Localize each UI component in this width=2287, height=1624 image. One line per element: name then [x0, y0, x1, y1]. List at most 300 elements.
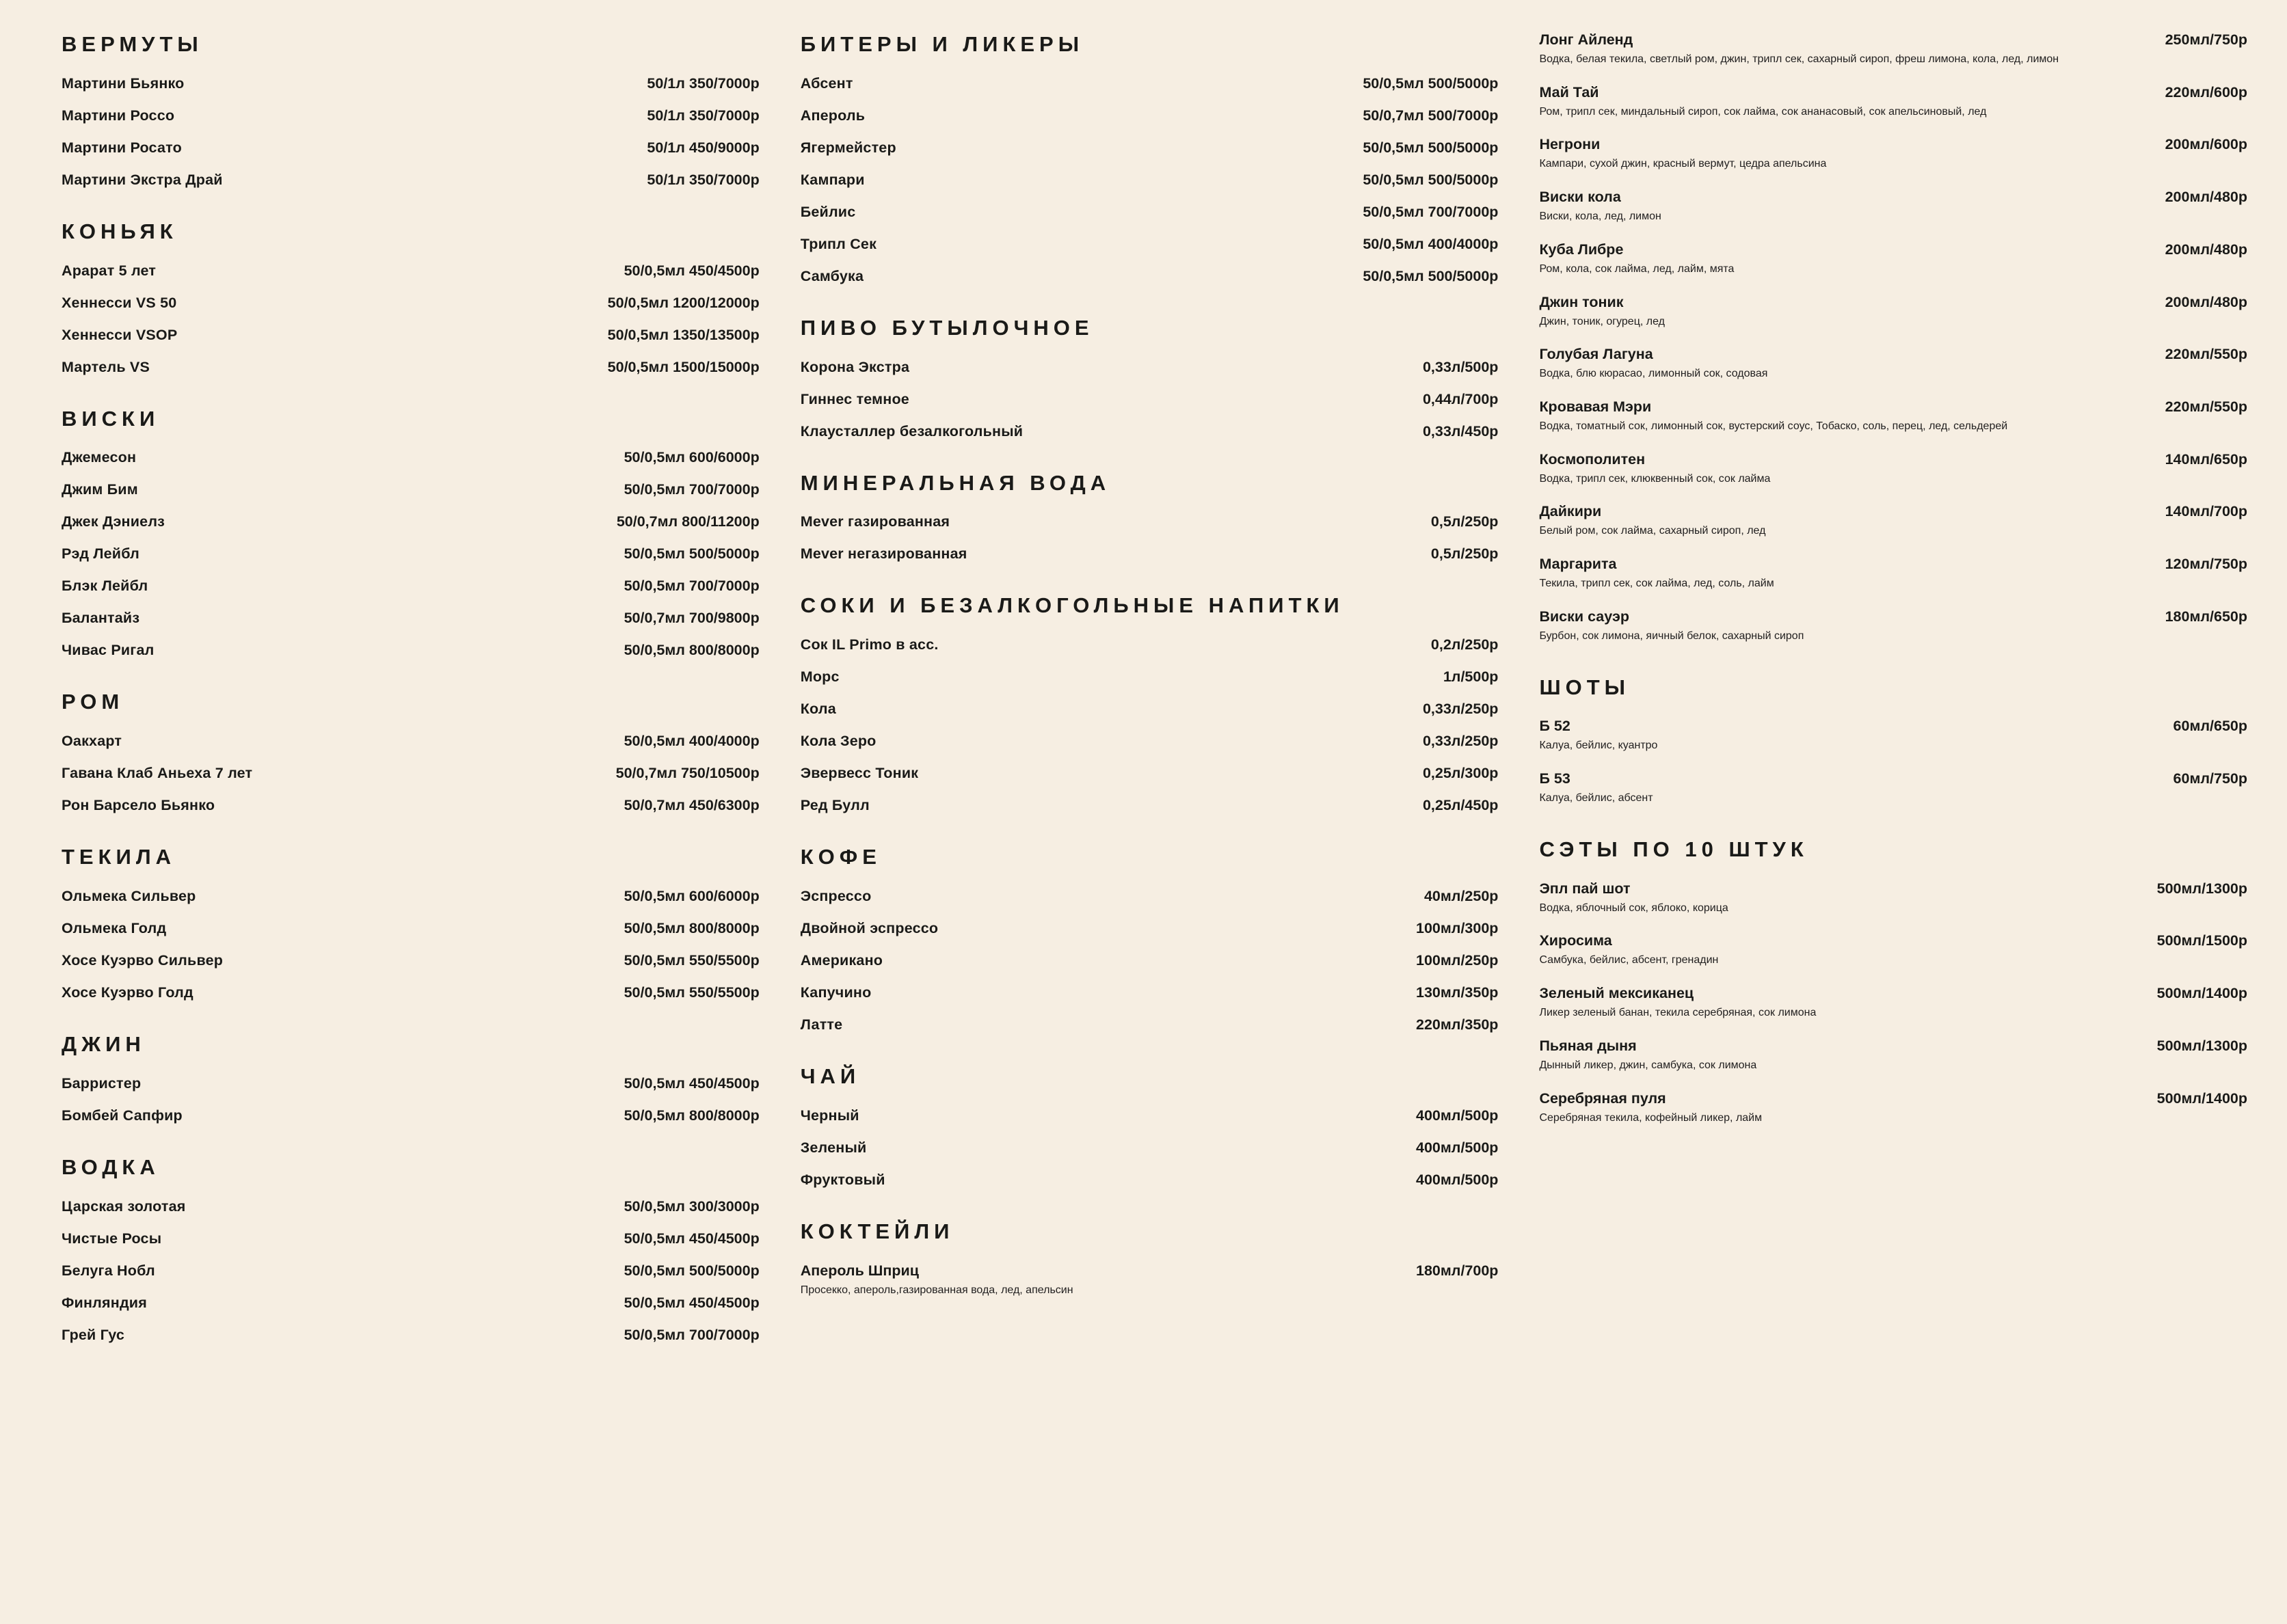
menu-item: [62, 327, 760, 344]
menu-item: [1539, 932, 2247, 969]
menu-item-price: 500мл/1300р: [2156, 1037, 2248, 1054]
menu-item-name: Виски кола: [1539, 189, 1621, 206]
menu-item-description: Кампари, сухой джин, красный вермут, цедра апельсина: [1539, 158, 1827, 170]
menu-item-name: Хосе Куэрво Сильвер: [62, 952, 224, 969]
menu-item: [801, 1139, 1499, 1156]
menu-item: [1539, 556, 2247, 592]
menu-item-description: Калуа, бейлис, абсент: [1539, 792, 1653, 804]
menu-section: [801, 1064, 1499, 1189]
menu-item-name: Ягермейстер: [800, 139, 896, 156]
menu-item-price: 500мл/1400р: [2156, 985, 2248, 1002]
menu-item-row: [1539, 770, 2247, 787]
menu-item-price: 180мл/650р: [2165, 608, 2248, 625]
menu-item-description: Серебряная текила, кофейный ликер, лайм: [1539, 1111, 1763, 1124]
menu-item-name: Клаусталлер безалкогольный: [800, 422, 1024, 439]
menu-section: [801, 470, 1499, 563]
menu-item-name: Рон Барсело Бьянко: [62, 797, 215, 814]
menu-item-price: 50/0,5мл 800/8000р: [624, 920, 760, 937]
menu-item-price: 180мл/700р: [1416, 1262, 1499, 1279]
menu-item-price: 50/0,5мл 500/5000р: [1363, 139, 1499, 156]
menu-item-price: 0,25л/300р: [1422, 765, 1499, 782]
menu-item: [62, 1230, 760, 1247]
menu-item: [62, 733, 760, 750]
menu-section: [62, 689, 760, 814]
menu-item: [62, 797, 760, 814]
menu-item-description: Ром, кола, сок лайма, лед, лайм, мята: [1539, 262, 1735, 275]
menu-item: [801, 545, 1499, 563]
menu-item-price: 200мл/480р: [2165, 241, 2248, 258]
menu-item: [801, 888, 1499, 905]
menu-item-name: Самбука: [800, 267, 864, 284]
menu-section: [62, 219, 760, 376]
menu-item-name: Гиннес темное: [800, 390, 909, 407]
menu-item-price: 50/1л 350/7000р: [647, 171, 760, 188]
menu-item: [62, 295, 760, 312]
menu-item-name: Ред Булл: [800, 797, 870, 814]
menu-item-name: Финляндия: [62, 1294, 147, 1311]
menu-item-name: Ольмека Сильвер: [62, 888, 196, 905]
menu-item: [801, 204, 1499, 221]
menu-item-name: Абсент: [800, 75, 853, 92]
menu-item: [62, 513, 760, 530]
menu-section: [62, 1154, 760, 1344]
menu-item-description: Водка, яблочный сок, яблоко, корица: [1539, 902, 1728, 914]
menu-item-price: 50/0,5мл 500/5000р: [1363, 75, 1499, 92]
menu-item-row: [1539, 294, 2247, 311]
menu-item: [62, 610, 760, 627]
menu-item-row: [1539, 136, 2247, 153]
menu-item: [801, 733, 1499, 750]
menu-section: [801, 844, 1499, 1033]
menu-item-price: 60мл/750р: [2173, 770, 2248, 787]
menu-item: [801, 984, 1499, 1001]
menu-item-name: Апероль Шприц: [800, 1262, 919, 1279]
menu-item-description: Водка, трипл сек, клюквенный сок, сок лайма: [1539, 472, 1771, 485]
menu-item-name: Рэд Лейбл: [62, 545, 140, 563]
menu-item-description: Текила, трипл сек, сок лайма, лед, соль, лайм: [1539, 578, 1774, 590]
menu-item-price: 50/0,5мл 600/6000р: [624, 888, 760, 905]
menu-item-row: [1539, 84, 2247, 101]
menu-item-price: 140мл/650р: [2165, 450, 2248, 468]
menu-item-price: 50/0,5мл 500/5000р: [624, 1262, 760, 1279]
menu-item-name: Бомбей Сапфир: [62, 1107, 183, 1124]
menu-item-price: 50/0,7мл 450/6300р: [624, 797, 760, 814]
menu-item: [1539, 398, 2247, 435]
menu-item: [801, 920, 1499, 937]
section-title: КОФЕ: [800, 845, 881, 869]
menu-item-description: Ром, трипл сек, миндальный сироп, сок лайма, сок ананасовый, сок апельсиновый, лед: [1539, 105, 1987, 118]
menu-item-row: [801, 1262, 1499, 1280]
menu-column-1: [62, 31, 801, 1603]
menu-item: [801, 107, 1499, 124]
menu-item-name: Белуга Нобл: [62, 1262, 155, 1279]
menu-item-name: Джек Дэниелз: [62, 513, 165, 530]
menu-item-price: 50/1л 350/7000р: [647, 107, 760, 124]
menu-item-name: Блэк Лейбл: [62, 578, 148, 595]
menu-item-name: Виски сауэр: [1539, 608, 1629, 625]
menu-item: [1539, 241, 2247, 278]
menu-item-price: 50/1л 450/9000р: [647, 139, 760, 156]
menu-item: [1539, 718, 2247, 754]
menu-item-name: Капучино: [800, 984, 872, 1001]
menu-item: [801, 701, 1499, 718]
section-title: КОНЬЯК: [62, 219, 178, 243]
menu-item: [801, 765, 1499, 782]
menu-item: [801, 268, 1499, 285]
menu-item-price: 50/0,5мл 450/4500р: [624, 262, 760, 279]
menu-item: [1539, 84, 2247, 120]
menu-item-price: 50/0,5мл 500/5000р: [624, 545, 760, 563]
menu-item: [62, 888, 760, 905]
menu-item: [62, 578, 760, 595]
menu-item-name: Дайкири: [1539, 503, 1602, 520]
menu-item-price: 50/0,5мл 450/4500р: [624, 1294, 760, 1311]
menu-item: [62, 262, 760, 280]
menu-item-name: Гавана Клаб Аньеха 7 лет: [62, 765, 253, 782]
menu-item: [62, 449, 760, 466]
menu-item-price: 50/0,7мл 500/7000р: [1363, 107, 1499, 124]
menu-item-name: Кола Зеро: [800, 733, 877, 750]
menu-item: [801, 1016, 1499, 1033]
menu-item-price: 40мл/250р: [1423, 888, 1499, 905]
menu-item-price: 50/0,5мл 700/7000р: [624, 1326, 760, 1343]
menu-item-name: Маргарита: [1539, 556, 1617, 573]
menu-item-description: Дынный ликер, джин, самбука, сок лимона: [1539, 1059, 1757, 1071]
menu-item-description: Белый ром, сок лайма, сахарный сироп, лед: [1539, 525, 1766, 537]
menu-item-price: 220мл/550р: [2165, 346, 2248, 363]
menu-item-name: Голубая Лагуна: [1539, 346, 1653, 363]
menu-item-price: 500мл/1400р: [2156, 1090, 2248, 1107]
menu-item: [62, 172, 760, 189]
menu-item-name: Чивас Ригал: [62, 642, 155, 659]
menu-item-description: Виски, кола, лед, лимон: [1539, 211, 1661, 223]
menu-item-name: Мартини Росато: [62, 139, 182, 156]
menu-item: [1539, 880, 2247, 917]
section-title: РОМ: [62, 690, 124, 714]
menu-item-name: Сок IL Primo в асс.: [800, 636, 939, 653]
menu-item: [1539, 451, 2247, 487]
menu-item-price: 50/0,5мл 450/4500р: [624, 1230, 760, 1247]
menu-item-price: 60мл/650р: [2173, 718, 2248, 735]
menu-item: [1539, 1090, 2247, 1126]
menu-item-name: Бейлис: [800, 203, 856, 220]
menu-item-name: Грей Гус: [62, 1326, 124, 1343]
menu-item-name: Кампари: [800, 171, 865, 188]
menu-item-price: 0,5л/250р: [1430, 545, 1499, 563]
menu-item-name: Латте: [800, 1016, 843, 1033]
menu-item-name: Арарат 5 лет: [62, 262, 157, 279]
menu-section: [801, 593, 1499, 814]
menu-item-price: 120мл/750р: [2165, 556, 2248, 573]
menu-item-name: Эвервесс Тоник: [800, 765, 919, 782]
menu-item-price: 100мл/300р: [1416, 920, 1499, 937]
menu-item-row: [1539, 451, 2247, 468]
menu-item: [62, 1107, 760, 1124]
menu-item-price: 140мл/700р: [2165, 503, 2248, 520]
menu-item-name: Царская золотая: [62, 1197, 186, 1215]
menu-item-price: 0,33л/500р: [1422, 358, 1499, 375]
menu-item-name: Джин тоник: [1539, 293, 1624, 310]
menu-item-name: Мартель VS: [62, 358, 150, 375]
menu-item-name: Б 52: [1539, 718, 1570, 735]
menu-column-3: [1539, 31, 2247, 1603]
menu-item: [62, 107, 760, 124]
menu-item: [1539, 294, 2247, 330]
menu-item-name: Чистые Росы: [62, 1230, 162, 1247]
menu-item-name: Кровавая Мэри: [1539, 398, 1652, 416]
menu-item-price: 50/0,5мл 450/4500р: [624, 1074, 760, 1092]
menu-item-name: Мартини Россо: [62, 107, 175, 124]
menu-item-description: Ликер зеленый банан, текила серебряная, сок лимона: [1539, 1007, 1817, 1019]
menu-item-price: 50/0,5мл 1350/13500р: [607, 326, 760, 343]
menu-item-price: 0,33л/250р: [1422, 701, 1499, 718]
menu-section: [801, 315, 1499, 440]
menu-item: [1539, 346, 2247, 382]
menu-item-name: Кола: [800, 701, 836, 718]
menu-item-description: Водка, блю кюрасао, лимонный сок, содовая: [1539, 368, 1768, 380]
menu-item-description: Водка, томатный сок, лимонный сок, вустерский соус, Тобаско, соль, перец, лед, сельдерей: [1539, 420, 2008, 433]
menu-item-price: 50/0,5мл 1500/15000р: [607, 358, 760, 375]
menu-item-price: 50/0,5мл 500/5000р: [1363, 267, 1499, 284]
menu-column-2: [801, 31, 1540, 1603]
menu-item-row: [1539, 1090, 2247, 1107]
menu-item-name: Корона Экстра: [800, 358, 910, 375]
menu-item-price: 500мл/1500р: [2156, 932, 2248, 949]
menu-item: [62, 139, 760, 157]
menu-item: [801, 513, 1499, 530]
menu-item-price: 0,33л/450р: [1422, 422, 1499, 439]
menu-section: [801, 31, 1499, 285]
menu-item-name: Барристер: [62, 1074, 142, 1092]
menu-item-row: [1539, 608, 2247, 625]
menu-item-price: 50/0,5мл 700/7000р: [1363, 203, 1499, 220]
menu-item-price: 50/0,5мл 800/8000р: [624, 1107, 760, 1124]
menu-section: [801, 1219, 1499, 1299]
menu-item-row: [1539, 932, 2247, 949]
menu-item-price: 220мл/550р: [2165, 398, 2248, 416]
menu-item-name: Пьяная дыня: [1539, 1037, 1637, 1054]
menu-item-name: Оакхарт: [62, 733, 122, 750]
menu-item-row: [1539, 1038, 2247, 1055]
menu-item-price: 0,2л/250р: [1430, 636, 1499, 653]
menu-item-price: 0,33л/250р: [1422, 733, 1499, 750]
menu-item: [801, 1262, 1499, 1299]
menu-item-price: 50/0,5мл 400/4000р: [624, 733, 760, 750]
menu-item-price: 130мл/350р: [1416, 984, 1499, 1001]
menu-item: [62, 1327, 760, 1344]
menu-item-row: [1539, 718, 2247, 735]
menu-item-name: Зеленый: [800, 1139, 867, 1156]
menu-item: [801, 1172, 1499, 1189]
menu-item-price: 50/0,5мл 400/4000р: [1363, 235, 1499, 252]
menu-item-name: Хосе Куэрво Голд: [62, 984, 193, 1001]
menu-item: [62, 545, 760, 563]
menu-item-name: Куба Либре: [1539, 241, 1624, 258]
menu-item-name: Негрони: [1539, 136, 1601, 153]
menu-item-row: [1539, 398, 2247, 416]
menu-item-price: 220мл/600р: [2165, 83, 2248, 100]
menu-item-name: Б 53: [1539, 770, 1570, 787]
menu-item: [801, 423, 1499, 440]
menu-item-name: Зеленый мексиканец: [1539, 985, 1694, 1002]
menu-item-price: 50/0,5мл 1200/12000р: [607, 294, 760, 311]
menu-item: [62, 75, 760, 92]
menu-item-name: Лонг Айленд: [1539, 31, 1633, 48]
menu-item-description: Бурбон, сок лимона, яичный белок, сахарный сироп: [1539, 630, 1804, 642]
menu-item-description: Джин, тоник, огурец, лед: [1539, 315, 1665, 327]
menu-section: [62, 1031, 760, 1124]
section-title: ТЕКИЛА: [62, 845, 176, 869]
menu-section: [1539, 675, 2247, 807]
menu-item-row: [1539, 556, 2247, 573]
menu-item-name: Хиросима: [1539, 932, 1612, 949]
menu-item-name: Хеннесси VSOP: [62, 326, 178, 343]
menu-item-price: 0,5л/250р: [1430, 513, 1499, 530]
menu-item: [62, 481, 760, 498]
menu-item-price: 50/0,5мл 300/3000р: [624, 1197, 760, 1215]
menu-item-price: 50/0,5мл 800/8000р: [624, 642, 760, 659]
menu-item: [62, 765, 760, 782]
menu-section: [1539, 31, 2247, 645]
menu-item-price: 200мл/480р: [2165, 189, 2248, 206]
section-title: ВОДКА: [62, 1154, 160, 1179]
section-title: СОКИ И БЕЗАЛКОГОЛЬНЫЕ НАПИТКИ: [800, 593, 1344, 618]
menu-item-name: Космополитен: [1539, 450, 1646, 468]
menu-item-price: 50/0,7мл 750/10500р: [615, 765, 760, 782]
menu-item: [1539, 608, 2247, 645]
menu-item: [1539, 503, 2247, 539]
menu-item-price: 400мл/500р: [1416, 1171, 1499, 1188]
menu-item: [1539, 31, 2247, 68]
section-title: ЧАЙ: [800, 1064, 861, 1089]
section-title: СЭТЫ ПО 10 ШТУК: [1539, 837, 1808, 861]
menu-item-name: Mever газированная: [800, 513, 950, 530]
section-title: КОКТЕЙЛИ: [800, 1219, 954, 1243]
menu-item: [1539, 189, 2247, 225]
menu-item-name: Джим Бим: [62, 481, 138, 498]
menu-item-price: 1л/500р: [1443, 668, 1499, 686]
menu-item-name: Морс: [800, 668, 840, 686]
menu-item-price: 50/0,5мл 700/7000р: [624, 578, 760, 595]
menu-item: [801, 952, 1499, 969]
menu-item-price: 400мл/500р: [1416, 1139, 1499, 1156]
menu-item-name: Mever негазированная: [800, 545, 967, 563]
menu-item: [1539, 985, 2247, 1021]
menu-item: [1539, 136, 2247, 172]
section-title: МИНЕРАЛЬНАЯ ВОДА: [800, 470, 1111, 495]
menu-item-price: 500мл/1300р: [2156, 880, 2248, 897]
menu-item-name: Трипл Сек: [800, 235, 877, 252]
menu-item-name: Фруктовый: [800, 1171, 885, 1188]
menu-item: [62, 952, 760, 969]
menu-item: [62, 359, 760, 376]
section-title: ВЕРМУТЫ: [62, 32, 203, 56]
menu-item-row: [1539, 31, 2247, 49]
menu-item-price: 200мл/480р: [2165, 293, 2248, 310]
menu-item: [62, 920, 760, 937]
menu-item-price: 50/1л 350/7000р: [647, 75, 760, 92]
menu-item-name: Американо: [800, 952, 883, 969]
menu-section: [62, 406, 760, 660]
menu-item-row: [1539, 880, 2247, 897]
menu-item-price: 50/0,5мл 550/5500р: [624, 952, 760, 969]
menu-item: [62, 984, 760, 1001]
menu-item: [1539, 1038, 2247, 1074]
menu-item-description: Просекко, апероль,газированная вода, лед, апельсин: [800, 1284, 1073, 1296]
menu-item: [62, 1075, 760, 1092]
menu-item-price: 400мл/500р: [1416, 1107, 1499, 1124]
menu-item: [62, 1198, 760, 1215]
menu-item-price: 50/0,5мл 700/7000р: [624, 481, 760, 498]
menu-item-name: Балантайз: [62, 610, 140, 627]
menu-item-description: Калуа, бейлис, куантро: [1539, 740, 1658, 752]
menu-item-name: Серебряная пуля: [1539, 1090, 1666, 1107]
menu-item-price: 0,44л/700р: [1422, 390, 1499, 407]
menu-item-price: 50/0,5мл 600/6000р: [624, 449, 760, 466]
section-title: ДЖИН: [62, 1032, 146, 1057]
menu-item: [801, 797, 1499, 814]
section-title: ПИВО БУТЫЛОЧНОЕ: [800, 315, 1094, 340]
menu-item: [62, 1295, 760, 1312]
section-title: ВИСКИ: [62, 406, 160, 431]
menu-item-name: Мартини Экстра Драй: [62, 171, 223, 188]
menu-item-name: Хеннесси VS 50: [62, 294, 177, 311]
menu-item-row: [1539, 241, 2247, 258]
menu-item-name: Джемесон: [62, 449, 137, 466]
menu-item-price: 220мл/350р: [1416, 1016, 1499, 1033]
menu-item: [1539, 770, 2247, 807]
section-title: БИТЕРЫ И ЛИКЕРЫ: [800, 32, 1084, 56]
menu-section: [1539, 837, 2247, 1126]
menu-item-description: Водка, белая текила, светлый ром, джин, трипл сек, сахарный сироп, фреш лимона, кола, лед, лимон: [1539, 53, 2059, 65]
menu-item: [801, 391, 1499, 408]
menu-item: [801, 172, 1499, 189]
menu-item-name: Черный: [800, 1107, 859, 1124]
menu-item-row: [1539, 189, 2247, 206]
menu-item-name: Апероль: [800, 107, 866, 124]
menu-item: [801, 236, 1499, 253]
menu-item-name: Двойной эспрессо: [800, 920, 939, 937]
menu-item: [801, 668, 1499, 686]
menu-item-name: Эспрессо: [800, 888, 872, 905]
menu-item-name: Мартини Бьянко: [62, 75, 185, 92]
menu-item-name: Эпл пай шот: [1539, 880, 1631, 897]
menu-item-price: 50/0,5мл 550/5500р: [624, 984, 760, 1001]
menu-item-row: [1539, 985, 2247, 1002]
menu-item-price: 250мл/750р: [2165, 31, 2248, 48]
menu-item-price: 0,25л/450р: [1422, 797, 1499, 814]
menu-item-name: Ольмека Голд: [62, 920, 167, 937]
menu-item: [62, 1262, 760, 1280]
menu-item: [801, 359, 1499, 376]
menu-section: [62, 844, 760, 1001]
menu-item-name: Май Тай: [1539, 83, 1599, 100]
menu-item: [62, 642, 760, 659]
menu-item-price: 100мл/250р: [1416, 952, 1499, 969]
menu-item-description: Самбука, бейлис, абсент, гренадин: [1539, 954, 1719, 966]
section-title: ШОТЫ: [1539, 675, 1630, 699]
menu-item: [801, 636, 1499, 653]
menu-item-price: 50/0,5мл 500/5000р: [1363, 171, 1499, 188]
menu-item-price: 50/0,7мл 800/11200р: [616, 513, 760, 530]
menu-item: [801, 75, 1499, 92]
menu-item: [801, 139, 1499, 157]
menu-item: [801, 1107, 1499, 1124]
menu-item-row: [1539, 346, 2247, 363]
menu-section: [62, 31, 760, 189]
menu-item-price: 200мл/600р: [2165, 136, 2248, 153]
menu-item-price: 50/0,7мл 700/9800р: [624, 610, 760, 627]
